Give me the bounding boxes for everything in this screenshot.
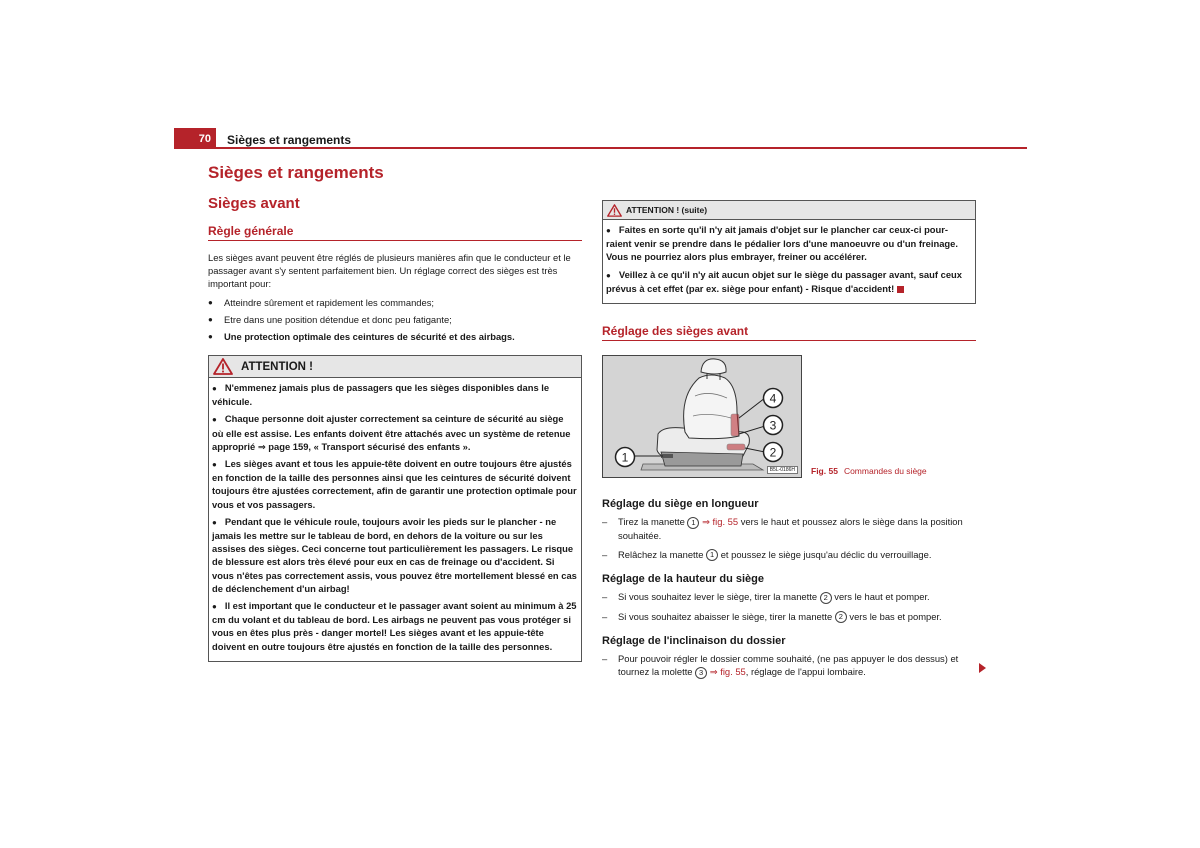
figure-caption — [811, 466, 927, 476]
warning-triangle-icon — [213, 358, 233, 375]
warning-item: ● Il est important que le conducteur et le passager avant soient au minimum à 25 cm du volant et du tableau de bord. Les airbags ne peuvent pas vous protéger si vous en êtes plus près - danger mortel! Les sièges avant et les appuie-tête doivent en outre toujours être ajustés en fonction de la taille des personnes. — [212, 599, 577, 653]
instructions-hauteur — [602, 590, 976, 623]
continue-arrow-icon — [979, 663, 986, 673]
right-column — [602, 200, 976, 691]
subsection-title: Règle générale — [208, 224, 582, 241]
control-number-badge: 2 — [835, 611, 847, 623]
warning-item: ● Faites en sorte qu'il n'y ait jamais d'objet sur le plancher car ceux-ci pour-raient venir se prendre dans le pédalier lors d'une manoeuvre ou d'un freinage. Vous ne pourriez alors plus embrayer, freiner ou accélérer. — [606, 223, 971, 264]
warning-header — [603, 201, 975, 220]
section-title: Sièges avant — [208, 195, 300, 212]
list-item: ● Atteindre sûrement et rapidement les commandes; — [208, 296, 582, 309]
instructions-longueur — [602, 515, 976, 561]
callout-2 — [762, 441, 784, 463]
figure-number: Fig. 55 — [811, 466, 838, 477]
figure-row — [602, 355, 976, 478]
list-item: ● Une protection optimale des ceintures de sécurité et des airbags. — [208, 330, 582, 343]
callout-2-label: 2 — [769, 445, 777, 460]
instruction-text: vers le bas et pomper. — [849, 610, 942, 622]
bullet-list — [208, 296, 582, 343]
warning-box — [208, 355, 582, 662]
page-title: Sièges et rangements — [208, 163, 384, 182]
intro-paragraph: Les sièges avant peuvent être réglés de plusieurs manières afin que le conducteur et le passager avant s'y sentent parfaitement bien. Un réglage correct des sièges est très important pour: — [208, 252, 571, 289]
figure-caption-text: Commandes du siège — [843, 466, 927, 477]
warning-header — [209, 356, 581, 378]
warning-item-text: Veillez à ce qu'il n'y ait aucun objet sur le siège du passager avant, sauf ceux prévus à cet effet (par ex. siège pour enfant) - Risque d'accident! — [606, 268, 962, 294]
subheading-dossier: Réglage de l'inclinaison du dossier — [602, 635, 786, 648]
list-item — [602, 610, 976, 624]
list-item — [602, 590, 976, 604]
subheading-hauteur: Réglage de la hauteur du siège — [602, 573, 764, 586]
callout-4-label: 4 — [769, 391, 777, 406]
seat-figure — [602, 355, 802, 478]
warning-title: ATTENTION ! (suite) — [626, 205, 708, 215]
figure-code: B5L-0186H — [767, 466, 798, 474]
warning-title: ATTENTION ! — [241, 360, 313, 373]
instruction-text: , réglage de l'appui lombaire. — [745, 666, 866, 678]
figure-reference-link[interactable]: ⇒ fig. 55 — [709, 666, 746, 678]
list-item — [602, 515, 976, 542]
warning-body — [603, 220, 975, 303]
control-number-badge: 1 — [706, 549, 718, 561]
warning-item: ● Pendant que le véhicule roule, toujours avoir les pieds sur le plancher - ne jamais les mettre sur le tableau de bord, en dehors de la voiture ou sur les assises des sièges. Ceci concerne tout particulièrement les passagers. Le risque de blessure est alors très élevé pour eux en cas de freinage ou d'accident. Si vous n'êtes pas correctement assis, vous pouvez être mortellement blessé en cas de déclenchement d'un airbag! — [212, 515, 577, 595]
instruction-text: Tirez la manette — [618, 516, 685, 528]
callout-1 — [614, 446, 636, 468]
list-item: ● Etre dans une position détendue et donc peu fatigante; — [208, 313, 582, 326]
page-number: 70 — [174, 128, 216, 148]
left-column — [208, 163, 582, 662]
instruction-text: Si vous souhaitez lever le siège, tirer la manette — [618, 591, 818, 603]
callout-3-label: 3 — [769, 418, 777, 433]
figure-reference-link[interactable]: ⇒ fig. 55 — [702, 516, 739, 528]
header-rule — [174, 147, 1027, 149]
instruction-text: vers le haut et pomper. — [834, 591, 930, 603]
callout-1-label: 1 — [621, 450, 629, 465]
instruction-text: Pour pouvoir régler le dossier comme souhaité, (ne pas appuyer le dos dessus) et tournez la molette — [618, 653, 959, 678]
warning-item: ● Les sièges avant et tous les appuie-tête doivent en outre toujours être ajustés en fonction de la taille des personnes ainsi que les ceintures de sécurité doivent toujours être ajustées correctement, afin de garantir une protection optimale pour vous et vos passagers. — [212, 457, 577, 511]
warning-box-continued — [602, 200, 976, 304]
control-number-badge: 2 — [820, 592, 832, 604]
subheading-longueur: Réglage du siège en longueur — [602, 498, 759, 511]
instruction-text: Si vous souhaitez abaisser le siège, tirer la manette — [618, 610, 833, 622]
control-number-badge: 3 — [695, 667, 707, 679]
list-item — [602, 548, 976, 562]
warning-item — [606, 268, 971, 295]
warning-item: ● N'emmenez jamais plus de passagers que les sièges disponibles dans le véhicule. — [212, 381, 577, 408]
warning-triangle-icon — [607, 204, 622, 217]
section-title: Réglage des sièges avant — [602, 324, 976, 341]
callout-4 — [762, 387, 784, 409]
control-number-badge: 1 — [687, 517, 699, 529]
list-item — [602, 652, 976, 679]
warning-body — [209, 378, 581, 661]
end-of-section-icon — [897, 286, 904, 293]
instruction-text: Relâchez la manette — [618, 548, 704, 560]
instruction-text: et poussez le siège jusqu'au déclic du verrouillage. — [720, 548, 932, 560]
warning-item: ● Chaque personne doit ajuster correctement sa ceinture de sécurité au siège où elle est assise. Les enfants doivent être attachés avec un système de retenue approprié ⇒ page 159, « Transport sécurisé des enfants ». — [212, 412, 577, 453]
callout-3 — [762, 414, 784, 436]
chapter-title: Sièges et rangements — [227, 133, 352, 147]
instructions-dossier — [602, 652, 976, 679]
instruction-text: vers le haut et poussez alors le siège dans la position souhaitée. — [618, 516, 963, 541]
